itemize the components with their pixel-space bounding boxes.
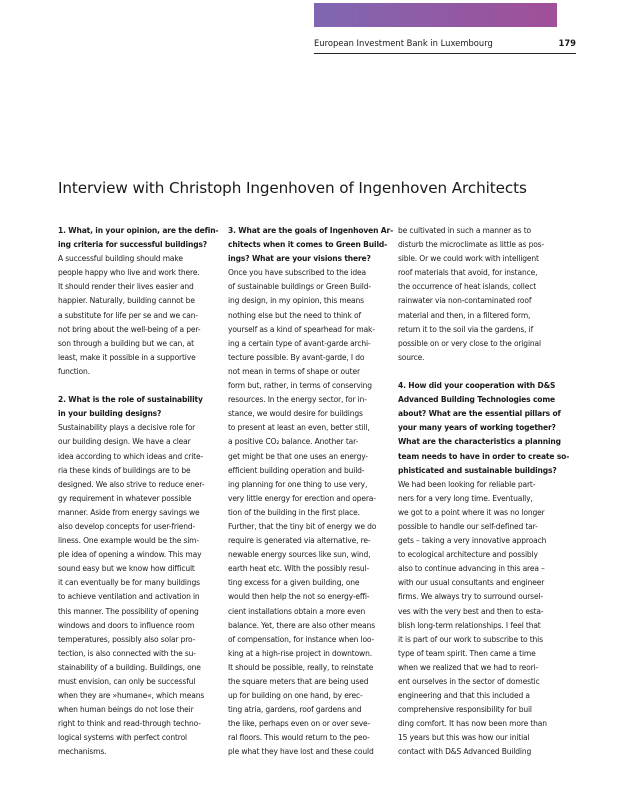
answer-line: ent ourselves in the sector of domestic [398, 677, 540, 686]
answer-line: must envision, can only be successful [58, 677, 196, 686]
answer-line: efficient building operation and build- [228, 465, 365, 475]
answer-line: ing design, in my opinion, this means [228, 296, 364, 306]
answer-line: source. [398, 352, 425, 362]
paragraph-gap [398, 365, 560, 379]
answer-line: resources. In the energy sector, for in- [228, 395, 367, 405]
answer-line: yourself as a kind of spearhead for mak- [228, 324, 375, 334]
answer-line: material and then, in a filtered form, [398, 310, 531, 320]
answer-line: function. [58, 366, 90, 376]
answer-line: nothing else but the need to think of [228, 310, 361, 320]
answer-line: be cultivated in such a manner as to [398, 226, 531, 235]
answer-line: get might be that one uses an energy- [228, 451, 369, 461]
header-divider [314, 53, 576, 54]
answer-line: a positive CO₂ balance. Another tar- [228, 437, 359, 447]
answer-line: sible. Or we could work with intelligent [398, 254, 539, 264]
question-line: What are the characteristics a planning [398, 437, 561, 447]
answer-line: with our usual consultants and engineer [398, 578, 545, 588]
answer-line: not bring about the well-being of a per- [58, 324, 201, 334]
answer-line: our building design. We have a clear [58, 437, 191, 447]
answer-line: ple what they have lost and these could [228, 747, 374, 757]
answer-line: would then help the not so energy-effi- [228, 592, 370, 602]
answer-line: contact with D&S Advanced Building [398, 747, 532, 757]
answer-line: temperatures, possibly also solar pro- [58, 634, 196, 644]
answer-line: balance. Yet, there are also other means [228, 620, 375, 630]
text-column-2 [228, 224, 394, 760]
answer-line: ple idea of opening a window. This may [58, 550, 202, 560]
answer-line: stance, we would desire for buildings [228, 409, 363, 419]
answer-line: windows and doors to influence room [58, 620, 195, 630]
answer-line: sound easy but we know how difficult [58, 564, 195, 574]
answer-line: gets – taking a very innovative approach [398, 536, 547, 546]
answer-line: right to think and read-through techno- [58, 719, 201, 729]
answer-line: king at a high-rise project in downtown. [228, 648, 372, 658]
answer-line: return it to the soil via the gardens, if [398, 324, 534, 334]
running-header [314, 36, 576, 50]
text-column-3 [398, 224, 570, 760]
page-number: 179 [558, 38, 576, 48]
answer-line: Once you have subscribed to the idea [228, 268, 367, 278]
answer-line: when we realized that we had to reori- [398, 662, 539, 672]
answer-line: ting excess for a given building, one [228, 578, 360, 588]
answer-line: logical systems with perfect control [58, 733, 187, 743]
answer-line: Sustainability plays a decisive role for [58, 423, 196, 433]
question-line: your many years of working together? [398, 423, 556, 433]
answer-line: gy requirement in whatever possible [58, 493, 192, 503]
text-column-1 [58, 224, 220, 760]
answer-line: to present at least an even, better still, [228, 423, 370, 433]
answer-line: people happy who live and work there. [58, 268, 200, 278]
answer-line: we got to a point where it was no longer [398, 507, 545, 517]
answer-line: tecture possible. By avant-garde, I do [228, 352, 365, 362]
running-header-title: European Investment Bank in Luxembourg [314, 38, 493, 48]
answer-line: ding comfort. It has now been more than [398, 719, 547, 729]
answer-line: when human beings do not lose their [58, 705, 194, 715]
question-line: 3. What are the goals of Ingenhoven Ar- [228, 226, 394, 235]
answer-line: ral floors. This would return to the peo- [228, 733, 370, 743]
answer-line: it is part of our work to subscribe to this [398, 634, 543, 644]
question-line: in your building designs? [58, 409, 162, 419]
answer-line: possible to handle our self-defined tar- [398, 521, 538, 531]
answer-line: A successful building should make [58, 254, 183, 264]
answer-line: ing a certain type of avant-garde archi- [228, 338, 371, 348]
answer-line: the occurrence of heat islands, collect [398, 282, 537, 292]
answer-line: up for building on one hand, by erec- [228, 691, 363, 701]
answer-line: It should be possible, really, to reinstate [228, 662, 374, 672]
answer-line: stainability of a building. Buildings, one [58, 662, 201, 672]
answer-line: to ecological architecture and possibly [398, 550, 538, 560]
answer-line: require is generated via alternative, re- [228, 536, 371, 546]
question-line: 1. What, in your opinion, are the defin- [58, 226, 219, 235]
answer-line: ners for a very long time. Eventually, [398, 493, 533, 503]
answer-line: son through a building but we can, at [58, 338, 194, 348]
answer-line: ves with the very best and then to esta- [398, 606, 544, 616]
answer-line: it can eventually be for many buildings [58, 578, 200, 588]
paragraph-gap [58, 379, 220, 393]
answer-line: liness. One example would be the sim- [58, 536, 199, 546]
answer-line: disturb the microclimate as little as pos- [398, 240, 545, 250]
answer-line: a substitute for life per se and we can- [58, 310, 198, 320]
question-line: ings? What are your visions there? [228, 254, 371, 264]
answer-line: of compensation, for instance when loo- [228, 634, 375, 644]
answer-line: 15 years but this was how our initial [398, 733, 530, 743]
question-line: ing criteria for successful buildings? [58, 240, 208, 250]
answer-line: also develop concepts for user-friend- [58, 521, 196, 531]
answer-line: type of team spirit. Then came a time [398, 648, 536, 658]
answer-line: It should render their lives easier and [58, 282, 194, 292]
answer-line: manner. Aside from energy savings we [58, 507, 200, 517]
answer-line: ting atria, gardens, roof gardens and [228, 705, 362, 715]
answer-line: happier. Naturally, building cannot be [58, 296, 195, 306]
answer-line: comprehensive responsibility for buil [398, 705, 532, 715]
question-line: 4. How did your cooperation with D&S [398, 381, 556, 391]
article-title: Interview with Christoph Ingenhoven of Ingenhoven Architects [58, 179, 527, 197]
answer-line: tion of the building in the first place. [228, 507, 360, 517]
answer-line: earth heat etc. With the possibly resul- [228, 564, 370, 574]
answer-line: of sustainable buildings or Green Build- [228, 282, 371, 292]
answer-line: cient installations obtain a more even [228, 606, 366, 616]
answer-line: least, make it possible in a supportive [58, 352, 196, 362]
answer-line: engineering and that this included a [398, 691, 530, 701]
answer-line: tection, is also connected with the su- [58, 648, 196, 658]
answer-line: also to continue advancing in this area – [398, 564, 545, 574]
answer-line: We had been looking for reliable part- [398, 479, 536, 489]
answer-line: newable energy sources like sun, wind, [228, 550, 371, 560]
answer-line: not mean in terms of shape or outer [228, 366, 360, 376]
answer-line: ria these kinds of buildings are to be [58, 465, 191, 475]
answer-line: idea according to which ideas and crite- [58, 451, 204, 461]
question-line: Advanced Building Technologies come [398, 395, 555, 405]
question-line: about? What are the essential pillars of [398, 409, 561, 419]
answer-line: blish long-term relationships. I feel that [398, 620, 541, 630]
question-line: phisticated and sustainable buildings? [398, 465, 557, 475]
answer-line: very little energy for erection and opera- [228, 493, 376, 503]
answer-line: this manner. The possibility of opening [58, 606, 199, 616]
answer-line: ing planning for one thing to use very, [228, 479, 368, 489]
question-line: 2. What is the role of sustainability [58, 395, 203, 405]
answer-line: the like, perhaps even on or over seve- [228, 719, 371, 729]
question-line: team needs to have in order to create so- [398, 451, 570, 461]
answer-line: Further, that the tiny bit of energy we do [228, 521, 377, 531]
answer-line: form but, rather, in terms of conserving [228, 381, 372, 391]
answer-line: roof materials that avoid, for instance, [398, 268, 538, 278]
answer-line: possible on or very close to the original [398, 338, 541, 348]
answer-line: when they are »humane«, which means [58, 691, 205, 701]
answer-line: designed. We also strive to reduce ener- [58, 479, 205, 489]
question-line: chitects when it comes to Green Build- [228, 240, 388, 250]
answer-line: to achieve ventilation and activation in [58, 592, 200, 602]
answer-line: the square meters that are being used [228, 677, 369, 686]
answer-line: mechanisms. [58, 747, 107, 757]
answer-line: rainwater via non-contaminated roof [398, 296, 532, 306]
header-color-bar [314, 3, 557, 27]
answer-line: firms. We always try to surround oursel- [398, 592, 543, 602]
